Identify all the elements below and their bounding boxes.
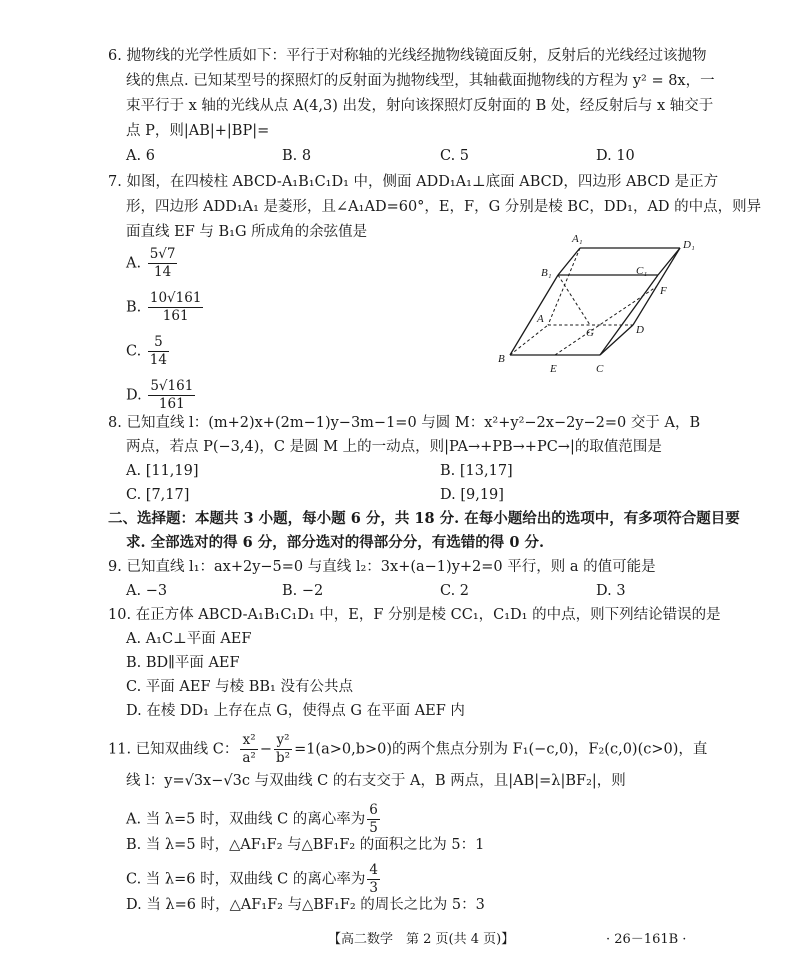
q11-option-a-text: A. 当 λ=5 时，双曲线 C 的离心率为 xyxy=(126,811,366,828)
q11-fraction-y-numerator: y² xyxy=(274,732,292,750)
q7-option-b xyxy=(126,290,205,325)
q10-option-d: D. 在棱 DD₁ 上存在点 G，使得点 G 在平面 AEF 内 xyxy=(126,703,465,719)
q6-line-3: 束平行于 x 轴的光线从点 A(4,3) 出发，射向该探照灯反射面的 B 处，经反射后与 x 轴交于 xyxy=(126,98,714,114)
prism-diagram xyxy=(488,230,720,380)
q10-option-b: B. BD∥平面 AEF xyxy=(126,655,240,671)
q11-line-1 xyxy=(108,732,707,767)
q11-option-c-numerator: 4 xyxy=(369,862,378,878)
q7-option-a-denominator: 14 xyxy=(154,264,172,280)
q7-option-b-letter: B. xyxy=(126,299,142,316)
q7-option-a-letter: A. xyxy=(126,255,142,272)
segment-e-f-hidden xyxy=(555,287,656,355)
q7-prism-figure xyxy=(488,230,720,380)
q11-option-a-fraction xyxy=(367,802,380,837)
q11-fraction-y xyxy=(274,732,292,767)
edge-c-d xyxy=(600,325,633,355)
q6-option-b: B. 8 xyxy=(282,148,312,164)
q6-option-d: D. 10 xyxy=(596,148,635,164)
label-g: G xyxy=(586,327,594,339)
label-d1: D₁ xyxy=(683,239,695,251)
q7-option-c-numerator: 5 xyxy=(148,334,169,352)
q7-option-d-denominator: 161 xyxy=(158,396,185,412)
q8-line-1: 8. 已知直线 l：(m+2)x+(2m−1)y−3m−1=0 与圆 M：x²+y²−2x−2y−2=0 交于 A，B xyxy=(108,415,701,431)
q7-option-b-numerator: 10√161 xyxy=(149,290,202,306)
q7-option-d-fraction xyxy=(148,378,195,413)
q7-option-a-fraction xyxy=(148,246,178,281)
q11-option-c-text: C. 当 λ=6 时，双曲线 C 的离心率为 xyxy=(126,871,366,888)
q11-option-c-fraction xyxy=(367,862,380,897)
q7-option-c-letter: C. xyxy=(126,343,142,360)
q7-option-d-numerator: 5√161 xyxy=(150,378,194,394)
q10-line: 10. 在正方体 ABCD-A₁B₁C₁D₁ 中，E，F 分别是棱 CC₁，C₁D₁ 的中点，则下列结论错误的是 xyxy=(108,607,721,623)
q6-line-2: 线的焦点. 已知某型号的探照灯的反射面为抛物线型，其轴截面抛物线的方程为 y² = 8x，一 xyxy=(126,73,715,89)
q9-option-b: B. −2 xyxy=(282,583,324,599)
q7-line-2: 形，四边形 ADD₁A₁ 是菱形，且∠A₁AD=60°，E，F，G 分别是棱 BC，DD₁，AD 的中点，则异 xyxy=(126,199,762,215)
q11-line-1-start: 11. 已知双曲线 C： xyxy=(108,741,239,758)
q7-option-c-fraction xyxy=(148,334,169,369)
q10-option-c: C. 平面 AEF 与棱 BB₁ 没有公共点 xyxy=(126,679,353,695)
section-2-heading-line-2: 求. 全部选对的得 6 分，部分选对的得部分分，有选错的得 0 分. xyxy=(126,534,545,551)
page-footer-center: 【高二数学 第 2 页(共 4 页)】 xyxy=(328,932,515,947)
q11-option-a-numerator: 6 xyxy=(369,802,378,818)
label-c1: C₁ xyxy=(636,265,648,277)
edge-b1-a1 xyxy=(558,248,580,275)
q7-option-a-numerator: 5√7 xyxy=(149,246,176,262)
q8-option-a: A. [11,19] xyxy=(126,463,199,479)
q7-option-b-fraction xyxy=(148,290,204,325)
edge-c1-c xyxy=(600,275,658,355)
q8-option-c: C. [7,17] xyxy=(126,487,190,503)
segment-b1-g-hidden xyxy=(558,275,590,325)
q9-option-a: A. −3 xyxy=(126,583,168,599)
q11-option-b: B. 当 λ=5 时，△AF₁F₂ 与△BF₁F₂ 的面积之比为 5：1 xyxy=(126,837,485,853)
edge-a1-a-hidden xyxy=(548,248,580,325)
label-a: A xyxy=(537,313,544,325)
edge-b-a-hidden xyxy=(510,325,548,355)
q9-option-d: D. 3 xyxy=(596,583,626,599)
edge-b1-b xyxy=(510,275,558,355)
q8-line-2: 两点，若点 P(−3,4)，C 是圆 M 上的一动点，则|PA→+PB→+PC→|的取值范围是 xyxy=(126,439,662,455)
q11-line-2: 线 l：y=√3x−√3c 与双曲线 C 的右支交于 A，B 两点，且|AB|=λ|BF₂|，则 xyxy=(126,773,626,789)
label-e: E xyxy=(550,363,557,375)
q7-option-d xyxy=(126,378,197,413)
q11-option-c-denominator: 3 xyxy=(369,880,378,896)
q11-option-a-denominator: 5 xyxy=(369,820,378,836)
edge-d1-d xyxy=(633,248,680,325)
q7-option-a xyxy=(126,246,179,281)
q6-line-1: 6. 抛物线的光学性质如下：平行于对称轴的光线经抛物线镜面反射，反射后的光线经过该抛物 xyxy=(108,48,707,64)
label-b: B xyxy=(498,353,505,365)
label-a1: A₁ xyxy=(572,233,583,245)
label-c: C xyxy=(596,363,604,375)
q7-option-c xyxy=(126,334,171,369)
label-f: F xyxy=(660,285,667,297)
q9-line: 9. 已知直线 l₁：ax+2y−5=0 与直线 l₂：3x+(a−1)y+2=0 平行，则 a 的值可能是 xyxy=(108,559,656,575)
q11-fraction-x-denominator: a² xyxy=(242,750,256,766)
q11-fraction-y-denominator: b² xyxy=(276,750,291,766)
q7-option-d-letter: D. xyxy=(126,387,142,404)
edge-d1-c1 xyxy=(658,248,680,275)
q11-option-d: D. 当 λ=6 时，△AF₁F₂ 与△BF₁F₂ 的周长之比为 5：3 xyxy=(126,897,485,913)
q10-option-a: A. A₁C⊥平面 AEF xyxy=(126,631,252,647)
q9-option-c: C. 2 xyxy=(440,583,470,599)
q8-option-b: B. [13,17] xyxy=(440,463,513,479)
label-d: D xyxy=(636,324,644,336)
q6-option-c: C. 5 xyxy=(440,148,470,164)
q6-line-4: 点 P，则|AB|+|BP|= xyxy=(126,123,270,139)
q11-option-c xyxy=(126,862,382,897)
q11-line-1-end: =1(a>0,b>0)的两个焦点分别为 F₁(−c,0)，F₂(c,0)(c>0)，直 xyxy=(294,741,708,758)
q7-line-1: 7. 如图，在四棱柱 ABCD-A₁B₁C₁D₁ 中，侧面 ADD₁A₁⊥底面 ABCD，四边形 ABCD 是正方 xyxy=(108,174,719,190)
q11-option-a xyxy=(126,802,382,837)
q11-fraction-x xyxy=(240,732,257,767)
section-2-heading-line-1: 二、选择题：本题共 3 小题，每小题 6 分，共 18 分. 在每小题给出的选项中，有多项符合题目要 xyxy=(108,510,740,527)
q11-minus-sign: − xyxy=(259,741,272,758)
page-footer-code: · 26－161B · xyxy=(606,932,687,947)
q11-fraction-x-numerator: x² xyxy=(240,732,257,750)
q7-option-b-denominator: 161 xyxy=(162,308,189,324)
q6-option-a: A. 6 xyxy=(126,148,155,164)
label-b1: B₁ xyxy=(541,267,552,279)
q7-line-3: 面直线 EF 与 B₁G 所成角的余弦值是 xyxy=(126,224,368,240)
q7-option-c-denominator: 14 xyxy=(149,352,167,368)
q8-option-d: D. [9,19] xyxy=(440,487,504,503)
